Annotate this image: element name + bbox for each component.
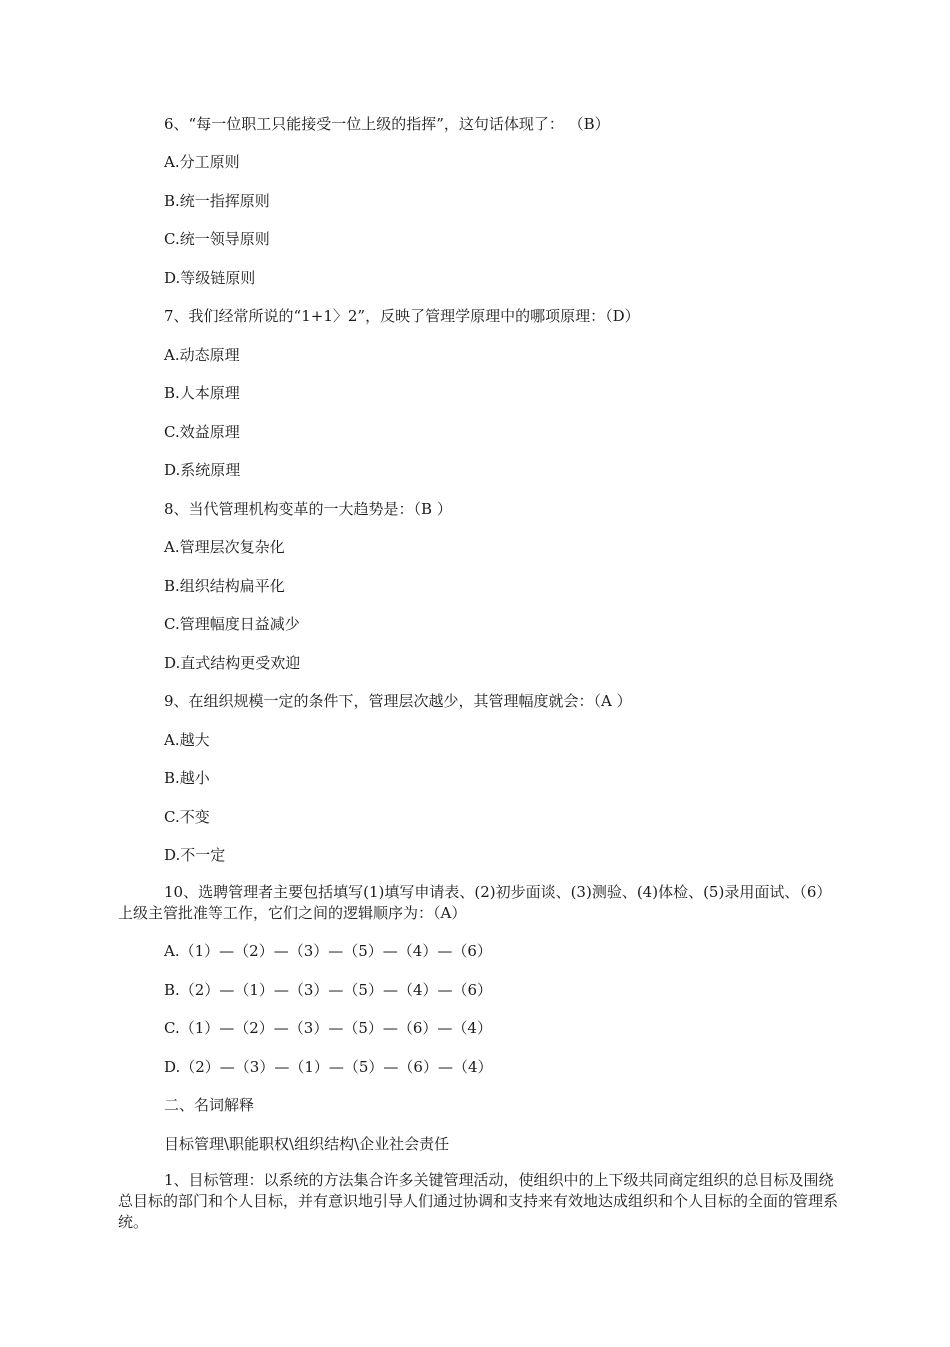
question-9-stem: 9、在组织规模一定的条件下，管理层次越少，其管理幅度就会：（A ） xyxy=(164,692,632,710)
question-7-option-b: B.人本原理 xyxy=(164,384,240,402)
question-8-stem: 8、当代管理机构变革的一大趋势是：（B ） xyxy=(164,500,452,518)
question-7-option-d: D.系统原理 xyxy=(164,461,241,479)
question-9-option-c: C.不变 xyxy=(164,808,210,826)
definition-1 xyxy=(118,1170,838,1233)
terms-line: 目标管理\职能职权\组织结构\企业社会责任 xyxy=(164,1135,450,1153)
question-10-option-c: C.（1）—（2）—（3）—（5）—（6）—（4） xyxy=(164,1019,492,1037)
question-7-stem: 7、我们经常所说的“1+1〉2”，反映了管理学原理中的哪项原理：（D） xyxy=(164,307,640,325)
question-6-option-d: D.等级链原则 xyxy=(164,269,256,287)
question-6-option-a: A.分工原则 xyxy=(164,153,240,171)
question-10-stem-text: 10、选聘管理者主要包括填写(1)填写申请表、(2)初步面谈、(3)测验、(4)体检、(5)录用面试、（6）上级主管批准等工作，它们之间的逻辑顺序为：（A） xyxy=(118,883,832,922)
question-7-option-c: C.效益原理 xyxy=(164,423,240,441)
question-8-option-d: D.直式结构更受欢迎 xyxy=(164,654,301,672)
question-6-option-c: C.统一领导原则 xyxy=(164,230,270,248)
question-7-option-a: A.动态原理 xyxy=(164,346,240,364)
question-8-option-b: B.组织结构扁平化 xyxy=(164,577,285,595)
question-6-stem: 6、“每一位职工只能接受一位上级的指挥”，这句话体现了： （B） xyxy=(164,115,610,133)
question-8-option-a: A.管理层次复杂化 xyxy=(164,538,285,556)
question-10-option-b: B.（2）—（1）—（3）—（5）—（4）—（6） xyxy=(164,981,493,999)
question-9-option-a: A.越大 xyxy=(164,731,210,749)
question-9-option-b: B.越小 xyxy=(164,769,210,787)
question-8-option-c: C.管理幅度日益减少 xyxy=(164,615,300,633)
question-10-stem xyxy=(118,882,838,924)
definition-1-text: 1、目标管理：以系统的方法集合许多关键管理活动，使组织中的上下级共同商定组织的总目标及围绕总目标的部门和个人目标，并有意识地引导人们通过协调和支持来有效地达成组织和个人目标的全面的管理系统。 xyxy=(118,1171,839,1231)
section-heading: 二、名词解释 xyxy=(164,1096,255,1114)
question-9-option-d: D.不一定 xyxy=(164,846,226,864)
question-6-option-b: B.统一指挥原则 xyxy=(164,192,270,210)
question-10-option-a: A.（1）—（2）—（3）—（5）—（4）—（6） xyxy=(164,942,492,960)
question-10-option-d: D.（2）—（3）—（1）—（5）—（6）—（4） xyxy=(164,1058,493,1076)
